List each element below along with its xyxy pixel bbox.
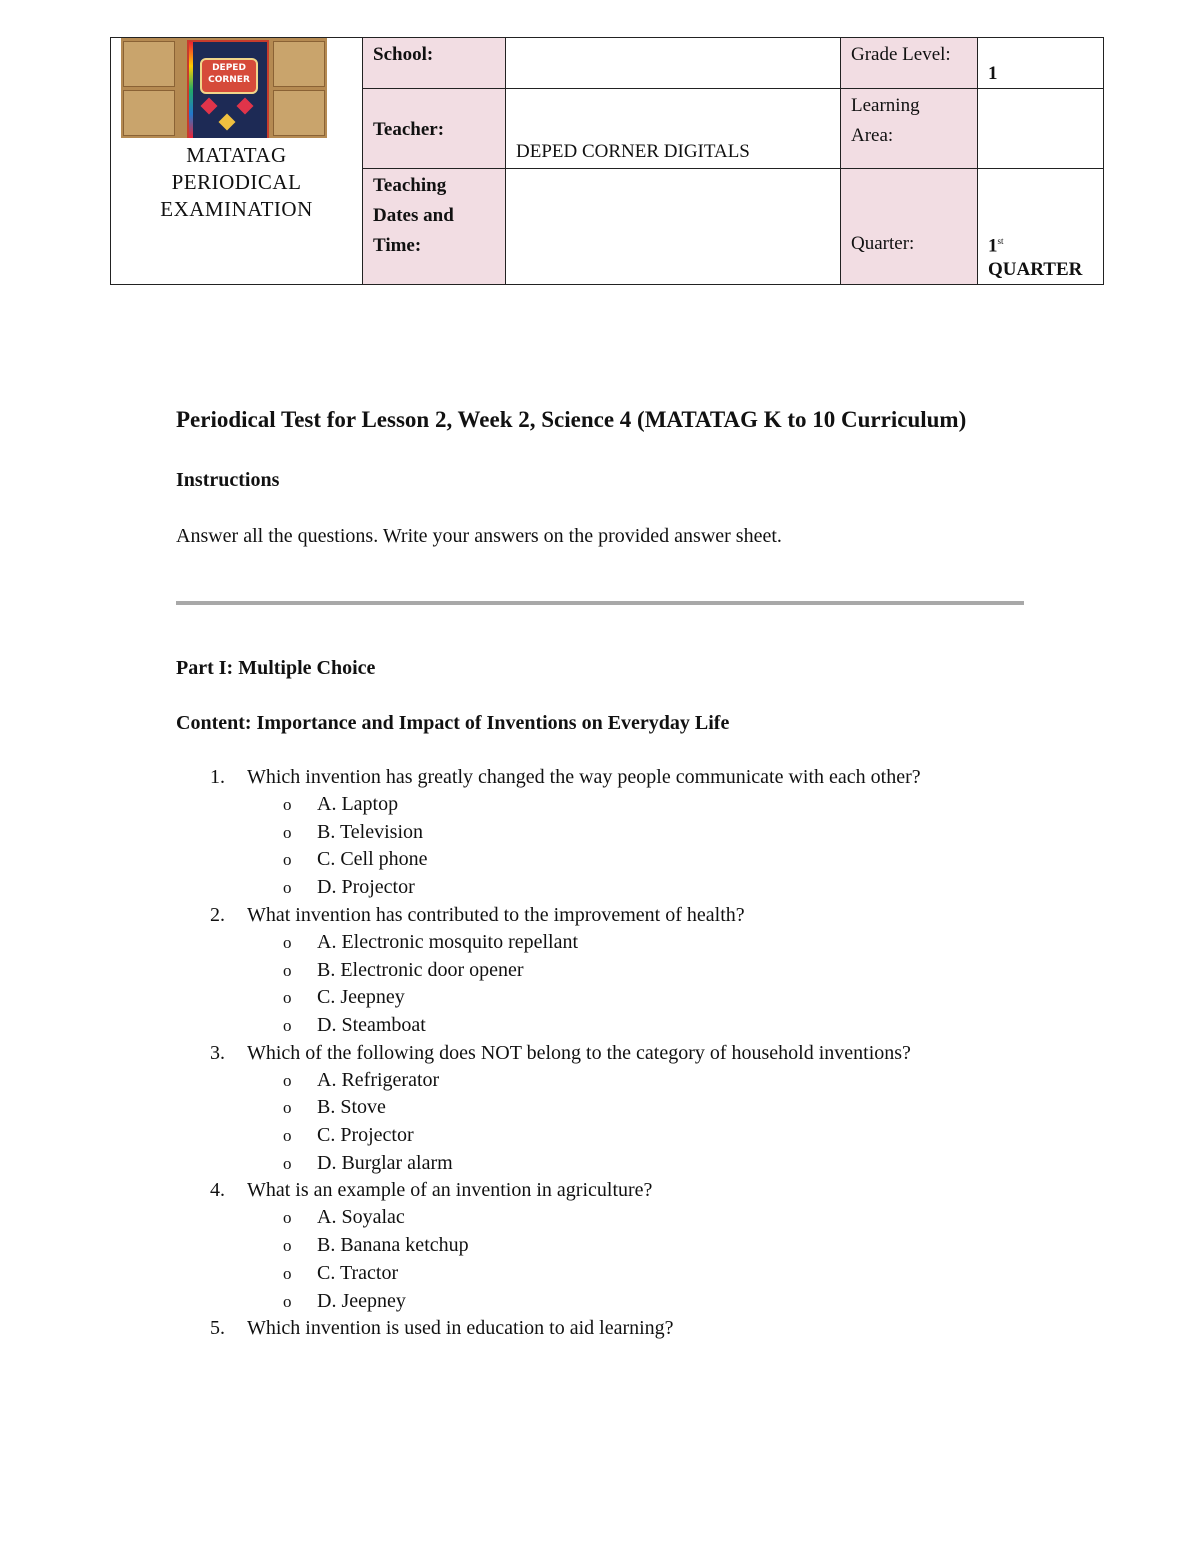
option-list xyxy=(247,929,1026,1040)
option-list xyxy=(247,1067,1026,1178)
option-item: o B. Television xyxy=(283,820,424,843)
question-number: 3. xyxy=(210,1041,225,1064)
option-item: o B. Banana ketchup xyxy=(283,1234,469,1257)
grade-level-value: 1 xyxy=(978,38,1104,89)
part-heading: Part I: Multiple Choice xyxy=(176,657,376,679)
question-item xyxy=(176,1177,1026,1315)
option-item: o C. Projector xyxy=(283,1124,414,1147)
instructions-text: Answer all the questions. Write your answers on the provided answer sheet. xyxy=(176,525,782,547)
learning-area-value xyxy=(978,89,1104,169)
option-item: o D. Steamboat xyxy=(283,1013,426,1036)
option-item: o C. Jeepney xyxy=(283,986,405,1009)
teacher-value: DEPED CORNER DIGITALS xyxy=(506,89,841,169)
option-item: o D. Burglar alarm xyxy=(283,1151,453,1174)
option-item: o D. Projector xyxy=(283,876,415,899)
header-table xyxy=(110,37,1104,285)
question-text: Which invention is used in education to aid learning? xyxy=(247,1317,674,1340)
option-item: o A. Refrigerator xyxy=(283,1068,440,1091)
learning-area-label: Learning Area: xyxy=(841,89,978,169)
option-item: o A. Laptop xyxy=(283,793,399,815)
option-item: o C. Cell phone xyxy=(283,848,428,871)
option-item: o D. Jeepney xyxy=(283,1289,406,1312)
question-item xyxy=(176,764,1026,902)
teacher-label: Teacher: xyxy=(363,89,506,169)
horizontal-divider xyxy=(176,601,1024,605)
question-text: What is an example of an invention in agriculture? xyxy=(247,1179,653,1202)
question-number: 1. xyxy=(210,766,225,788)
logo-cell xyxy=(111,38,363,285)
option-item: o B. Electronic door opener xyxy=(283,958,524,981)
option-item: o C. Tractor xyxy=(283,1261,399,1284)
question-list xyxy=(176,764,1026,1342)
question-item xyxy=(176,1040,1026,1178)
question-number: 5. xyxy=(210,1317,225,1340)
question-item xyxy=(176,1315,1026,1342)
part-one-section xyxy=(176,655,1026,1342)
school-value xyxy=(506,38,841,89)
question-text: What invention has contributed to the improvement of health? xyxy=(247,903,745,926)
intro-section xyxy=(176,405,1026,549)
page-title: Periodical Test for Lesson 2, Week 2, Science 4 (MATATAG K to 10 Curriculum) xyxy=(176,407,967,432)
option-item: o A. Electronic mosquito repellant xyxy=(283,930,579,953)
question-number: 2. xyxy=(210,903,225,926)
content-heading: Content: Importance and Impact of Inventions on Everyday Life xyxy=(176,712,730,734)
grade-level-label: Grade Level: xyxy=(841,38,978,89)
question-text: Which of the following does NOT belong to the category of household inventions? xyxy=(247,1041,911,1064)
instructions-heading: Instructions xyxy=(176,469,280,491)
option-item: o A. Soyalac xyxy=(283,1206,405,1229)
option-list xyxy=(247,791,1026,902)
logo-badge: DEPED CORNER xyxy=(200,58,258,94)
school-label: School: xyxy=(363,38,506,89)
quarter-label: Quarter: xyxy=(841,169,978,285)
teaching-dates-label: Teaching Dates and Time: xyxy=(363,169,506,285)
teaching-dates-value xyxy=(506,169,841,285)
option-list xyxy=(247,1204,1026,1315)
deped-corner-logo xyxy=(121,38,327,138)
option-item: o B. Stove xyxy=(283,1096,386,1119)
question-text: Which invention has greatly changed the way people communicate with each other? xyxy=(247,766,921,788)
quarter-value: 1st QUARTER xyxy=(978,169,1104,285)
question-item xyxy=(176,902,1026,1040)
question-number: 4. xyxy=(210,1179,225,1202)
exam-title: MATATAG PERIODICAL EXAMINATION xyxy=(160,143,313,221)
